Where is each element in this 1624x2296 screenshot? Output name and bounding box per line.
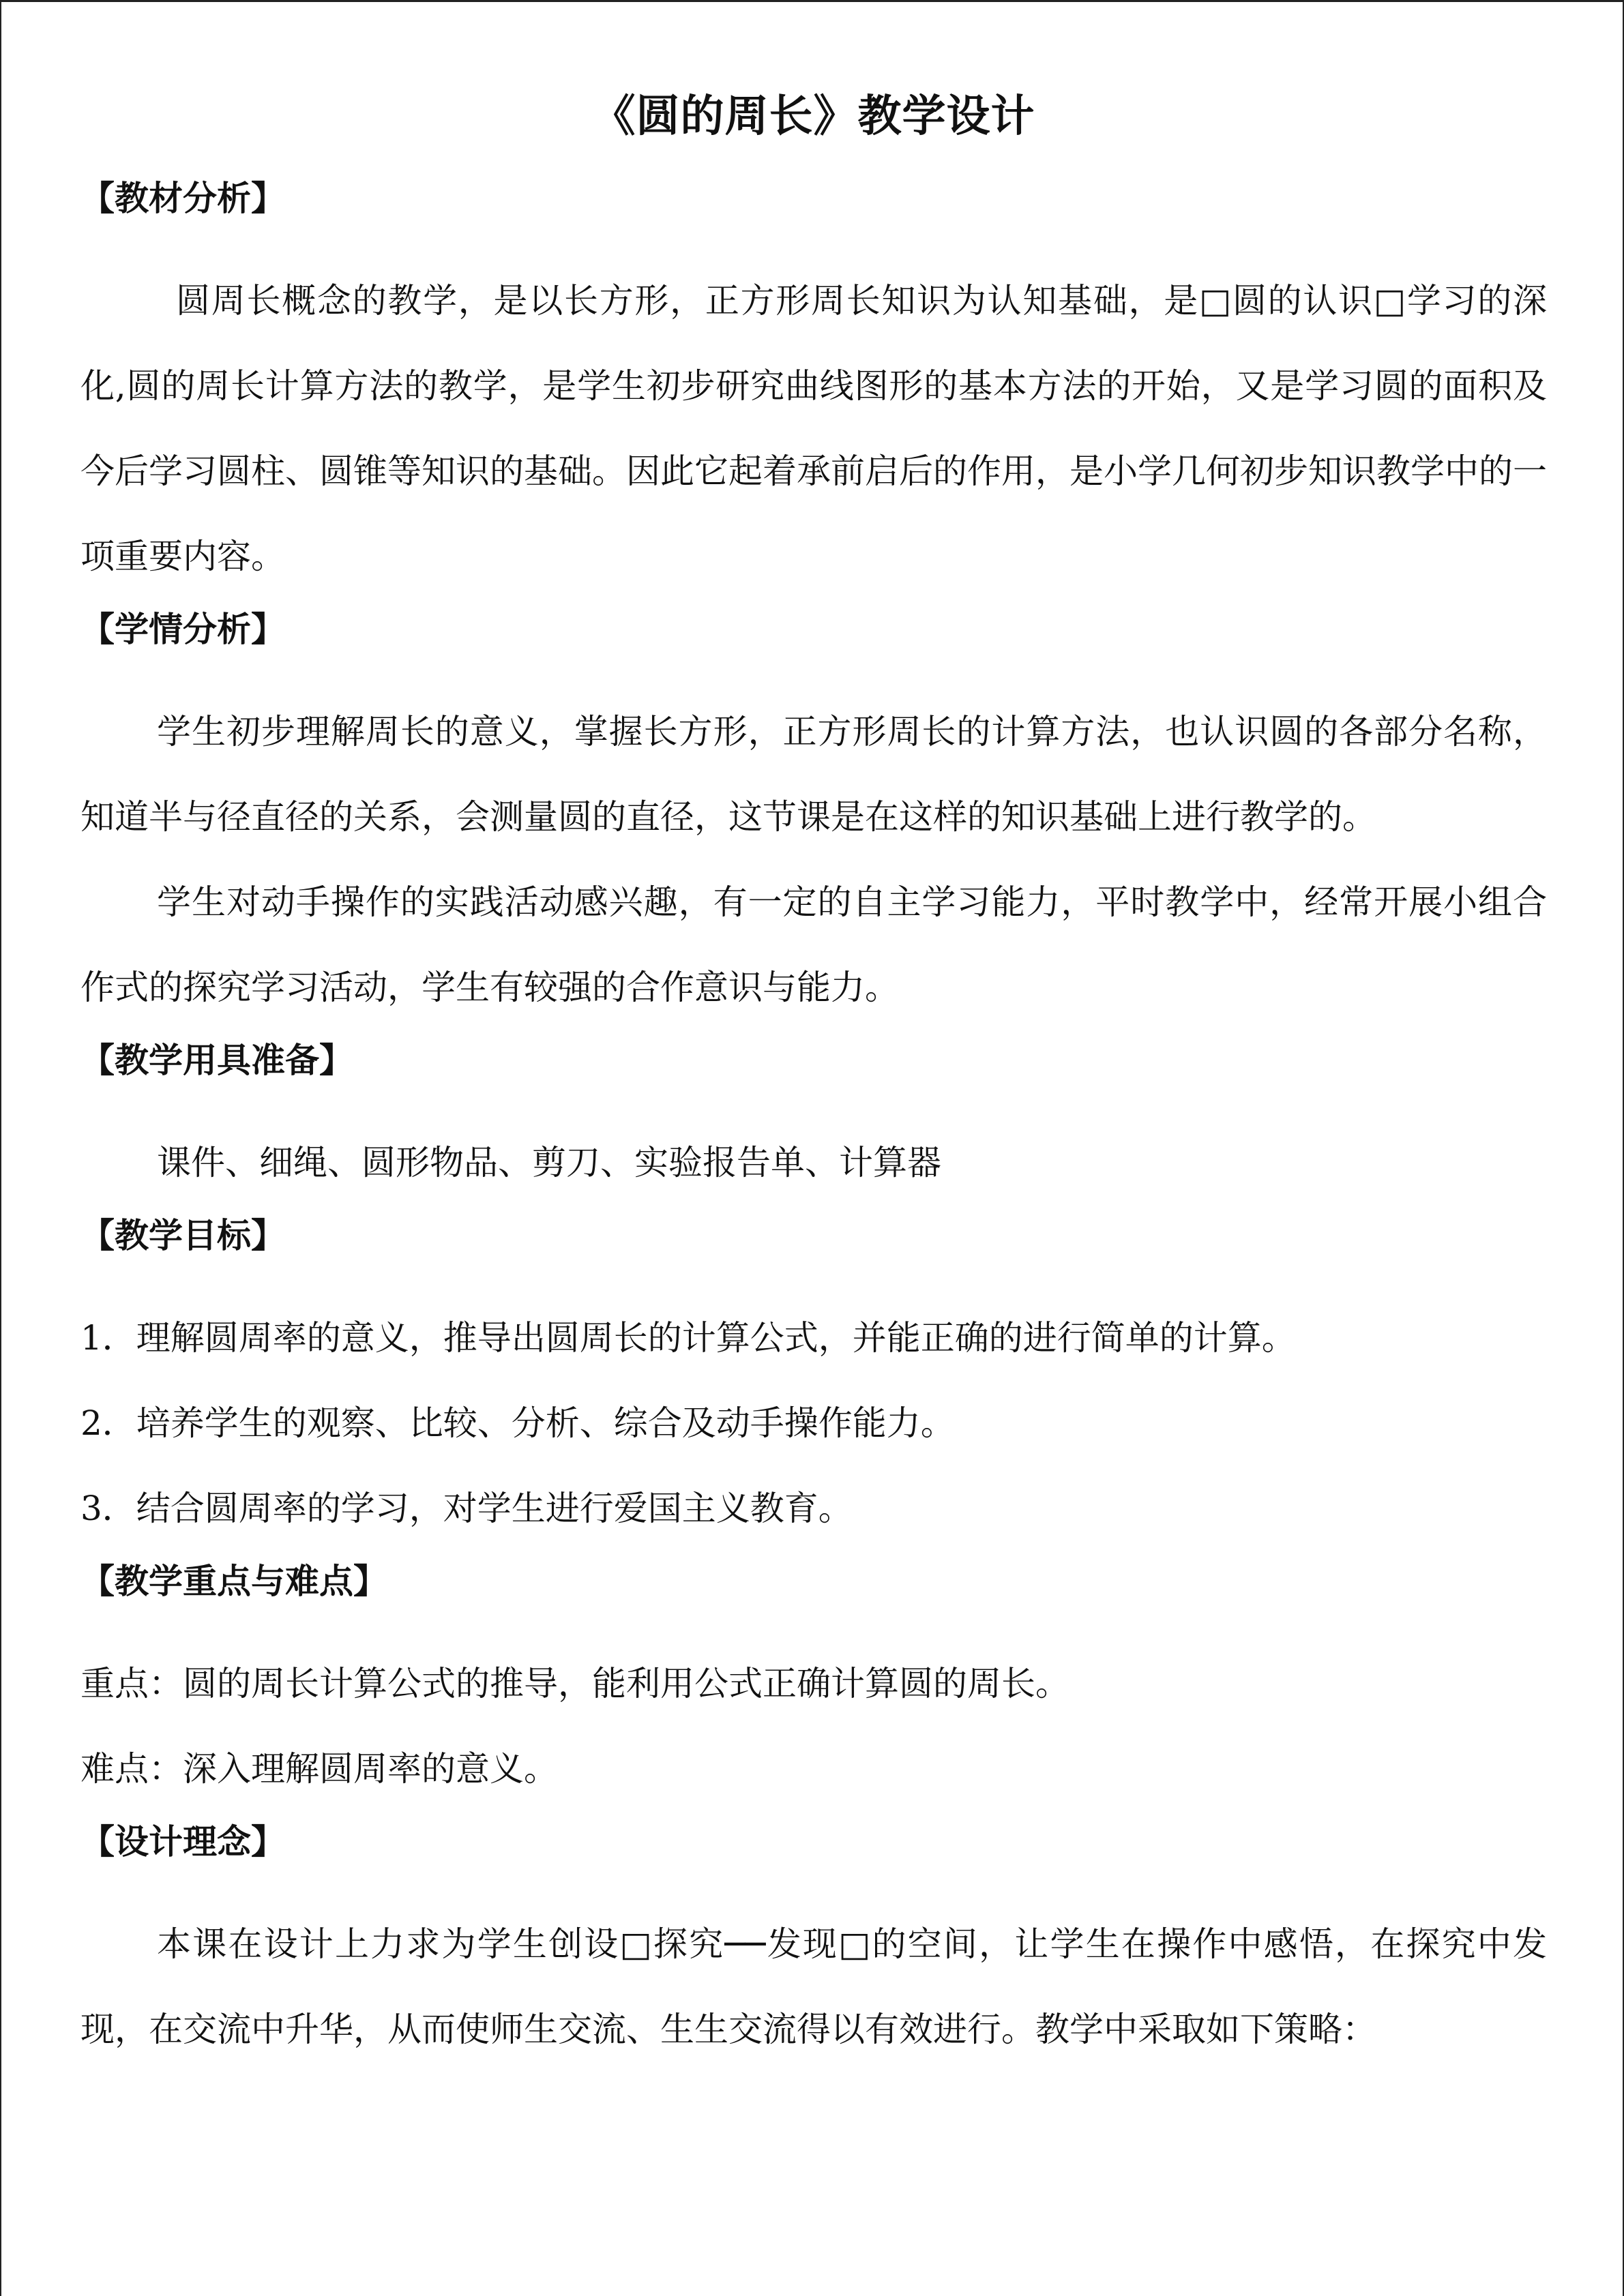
document-title: 《圆的周长》教学设计 <box>591 91 1035 142</box>
section-students <box>80 605 1547 1030</box>
material-paragraph: 圆周长概念的教学，是以长方形，正方形周长知识为认知基础，是□圆的认识□学习的深化,圆的周长计算方法的教学，是学生初步研究曲线图形的基本方法的开始，又是学习圆的面积及今后学习圆柱、圆锥等知识的基础。因此它起着承前启后的作用，是小学几何初步知识教学中的一项重要内容。 <box>80 281 1547 576</box>
section-goals <box>80 1211 1547 1551</box>
keypoint-difficult: 难点：深入理解圆周率的意义。 <box>80 1749 558 1789</box>
students-paragraph-2: 学生对动手操作的实践活动感兴趣，有一定的自主学习能力，平时教学中，经常开展小组合作式的探究学习活动，学生有较强的合作意识与能力。 <box>80 882 1547 1007</box>
section-concept <box>80 1817 1547 2072</box>
section-heading-goals: 【教学目标】 <box>80 1215 285 1255</box>
section-heading-keypoints: 【教学重点与难点】 <box>80 1561 387 1601</box>
goal-item: 3．结合圆周率的学习，对学生进行爱国主义教育。 <box>80 1489 853 1528</box>
keypoint-key: 重点：圆的周长计算公式的推导，能利用公式正确计算圆的周长。 <box>80 1664 1069 1703</box>
document-body <box>80 174 1547 2072</box>
section-keypoints <box>80 1557 1547 1812</box>
section-tools <box>80 1036 1547 1206</box>
section-heading-material: 【教材分析】 <box>80 178 285 218</box>
section-material <box>80 174 1547 599</box>
section-heading-concept: 【设计理念】 <box>80 1821 285 1862</box>
students-paragraph-1: 学生初步理解周长的意义，掌握长方形，正方形周长的计算方法，也认识圆的各部分名称，知道半与径直径的关系，会测量圆的直径，这节课是在这样的知识基础上进行教学的。 <box>80 712 1547 837</box>
section-heading-tools: 【教学用具准备】 <box>80 1040 353 1080</box>
goal-item: 1．理解圆周率的意义，推导出圆周长的计算公式，并能正确的进行简单的计算。 <box>80 1318 1296 1358</box>
goal-item: 2．培养学生的观察、比较、分析、综合及动手操作能力。 <box>80 1403 955 1443</box>
section-heading-students: 【学情分析】 <box>80 609 285 649</box>
concept-paragraph: 本课在设计上力求为学生创设□探究──发现□的空间，让学生在操作中感悟，在探究中发现，在交流中升华，从而使师生交流、生生交流得以有效进行。教学中采取如下策略： <box>80 1924 1547 2049</box>
tools-text: 课件、细绳、圆形物品、剪刀、实验报告单、计算器 <box>157 1143 941 1182</box>
